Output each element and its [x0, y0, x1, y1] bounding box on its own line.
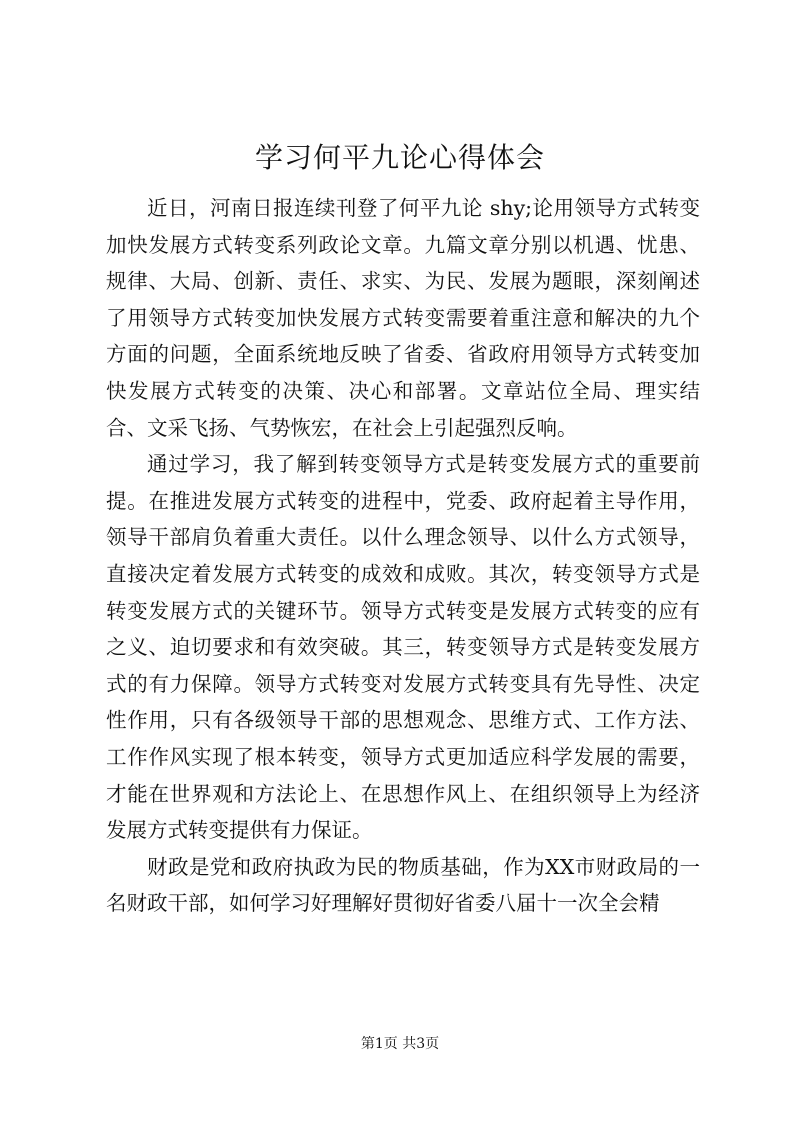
- paragraph-3: 财政是党和政府执政为民的物质基础，作为XX市财政局的一名财政干部，如何学习好理解好贯彻好省委八届十一次全会精: [106, 854, 700, 916]
- paragraph-2: 通过学习，我了解到转变领导方式是转变发展方式的重要前提。在推进发展方式转变的进程中，党委、政府起着主导作用，领导干部肩负着重大责任。以什么理念领导、以什么方式领导，直接决定着发展方式转变的成效和成败。其次，转变领导方式是转变发展方式的关键环节。领导方式转变是发展方式转变的应有之义、迫切要求和有效突破。其三，转变领导方式是转变发展方式的有力保障。领导方式转变对发展方式转变具有先导性、决定性作用，只有各级领导干部的思想观念、思维方式、工作方法、工作作风实现了根本转变，领导方式更加适应科学发展的需要，才能在世界观和方法论上、在思想作风上、在组织领导上为经济发展方式转变提供有力保证。: [106, 452, 700, 843]
- page-number-footer: 第1页 共3页: [360, 1036, 440, 1052]
- document-title: 学习何平九论心得体会: [254, 141, 545, 174]
- document-body: [106, 190, 700, 922]
- paragraph-1: 近日，河南日报连续刊登了何平九论 shy;论用领导方式转变加快发展方式转变系列政论文章。九篇文章分别以机遇、忧患、规律、大局、创新、责任、求实、为民、发展为题眼，深刻阐述了用领导方式转变加快发展方式转变需要着重注意和解决的九个方面的问题，全面系统地反映了省委、省政府用领导方式转变加快发展方式转变的决策、决心和部署。文章站位全局、理实结合、文采飞扬、气势恢宏，在社会上引起强烈反响。: [106, 196, 700, 440]
